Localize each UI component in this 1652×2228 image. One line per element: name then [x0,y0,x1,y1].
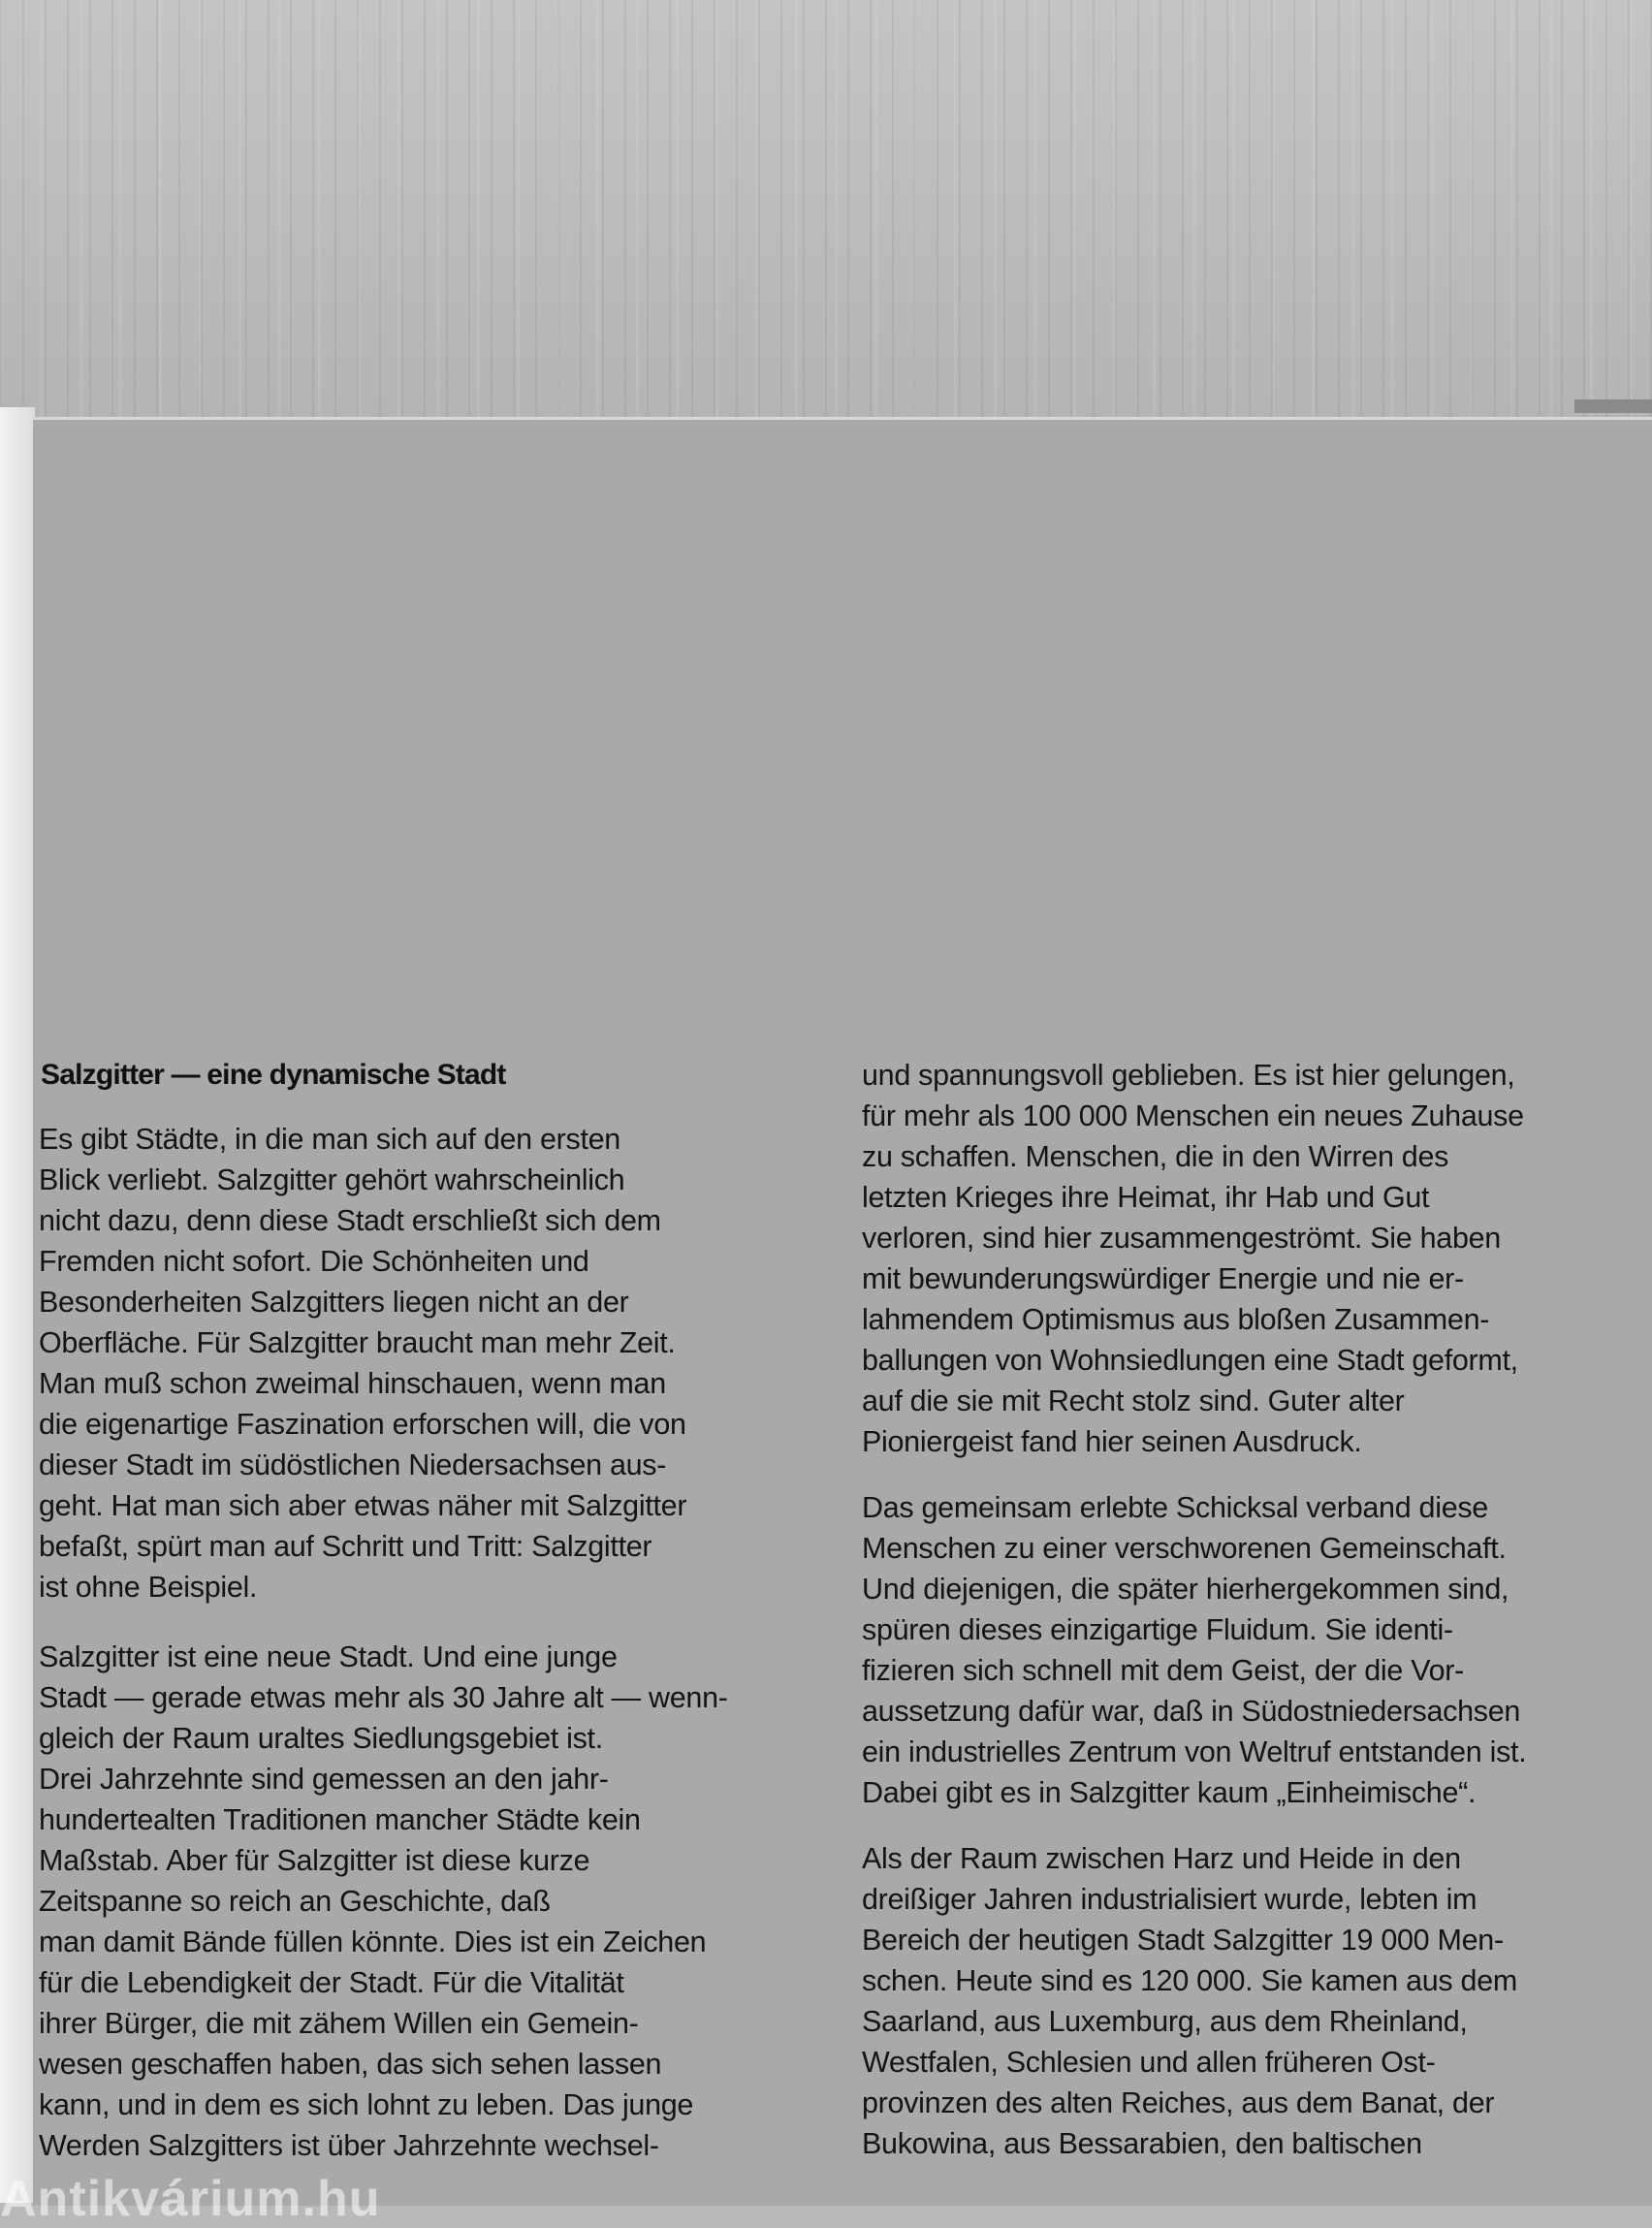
paragraph-1-line: Pioniergeist fand hier seinen Ausdruck. [862,1425,1362,1458]
paragraph-3-line: schen. Heute sind es 120 000. Sie kamen aus dem [862,1964,1517,1997]
paragraph-2-line: wesen geschaffen haben, das sich sehen lassen [39,2048,662,2081]
paragraph-1-line: lahmendem Optimismus aus bloßen Zusammen- [862,1303,1490,1336]
paragraph-1-line: geht. Hat man sich aber etwas näher mit Salzgitter [39,1489,687,1522]
article-heading: Salzgitter — eine dynamische Stadt [41,1059,506,1091]
paragraph-1-line: letzten Krieges ihre Heimat, ihr Hab und Gut [862,1181,1430,1214]
paragraph-3-line: Bukowina, aus Bessarabien, den baltischen [862,2127,1422,2160]
paragraph-1-line: die eigenartige Faszination erforschen will, die von [39,1408,686,1441]
paragraph-2-line: Zeitspanne so reich an Geschichte, daß [39,1885,551,1918]
paragraph-2-line: für die Lebendigkeit der Stadt. Für die Vitalität [39,1966,624,1999]
paragraph-1-line: befaßt, spürt man auf Schritt und Tritt: Salzgitter [39,1530,652,1563]
paragraph-3-line: Saarland, aus Luxemburg, aus dem Rheinland, [862,2005,1468,2038]
paragraph-2-line: kann, und in dem es sich lohnt zu leben. Das junge [39,2088,694,2121]
paragraph-1-line: dieser Stadt im südöstlichen Niedersachsen aus- [39,1448,667,1481]
paragraph-2-line: ihrer Bürger, die mit zähem Willen ein Gemein- [39,2007,639,2040]
paragraph-1-line: zu schaffen. Menschen, die in den Wirren des [862,1140,1449,1173]
paragraph-2-line: Und diejenigen, die später hierhergekommen sind, [862,1573,1509,1606]
paragraph-1-line: und spannungsvoll geblieben. Es ist hier gelungen, [862,1059,1515,1092]
paragraph-2-line: spüren dieses einzigartige Fluidum. Sie identi- [862,1613,1453,1646]
paragraph-2-line: Werden Salzgitters ist über Jahrzehnte wechsel- [39,2129,659,2162]
paragraph-2-line: aussetzung dafür war, daß in Südostniedersachsen [862,1695,1521,1728]
paragraph-1-line: Oberfläche. Für Salzgitter braucht man mehr Zeit. [39,1326,676,1359]
paragraph-3-line: Westfalen, Schlesien und allen früheren Ost- [862,2046,1436,2079]
watermark: Antikvárium.hu [0,2171,381,2227]
paragraph-1-line: Besonderheiten Salzgitters liegen nicht an der [39,1286,629,1319]
paragraph-2-line: Das gemeinsam erlebte Schicksal verband diese [862,1491,1488,1524]
paragraph-3-line: Als der Raum zwischen Harz und Heide in den [862,1842,1461,1875]
paragraph-3-line: dreißiger Jahren industrialisiert wurde, lebten im [862,1883,1477,1916]
paragraph-1-line: ballungen von Wohnsiedlungen eine Stadt geformt, [862,1344,1518,1377]
page-corner [1574,399,1652,413]
paragraph-1-line: mit bewunderungswürdiger Energie und nie er- [862,1262,1464,1295]
wooden-backdrop [0,0,1652,427]
paragraph-2-line: fizieren sich schnell mit dem Geist, der die Vor- [862,1654,1464,1687]
paragraph-2-line: ein industrielles Zentrum von Weltruf entstanden ist. [862,1735,1527,1768]
paragraph-1-line: für mehr als 100 000 Menschen ein neues Zuhause [862,1099,1524,1132]
paragraph-1-line: Es gibt Städte, in die man sich auf den ersten [39,1123,620,1156]
paragraph-2-line: Drei Jahrzehnte sind gemessen an den jahr- [39,1763,609,1796]
paragraph-2-line: Dabei gibt es in Salzgitter kaum „Einheimische“. [862,1776,1477,1809]
paragraph-2-line: Menschen zu einer verschworenen Gemeinschaft. [862,1532,1507,1565]
paragraph-2-line: gleich der Raum uraltes Siedlungsgebiet ist. [39,1722,603,1755]
paragraph-1-line: auf die sie mit Recht stolz sind. Guter alter [862,1385,1405,1417]
paragraph-2-line: man damit Bände füllen könnte. Dies ist ein Zeichen [39,1926,707,1958]
paragraph-3-line: provinzen des alten Reiches, aus dem Banat, der [862,2086,1495,2119]
paragraph-1-line: Man muß schon zweimal hinschauen, wenn man [39,1367,666,1400]
paragraph-2-line: Stadt — gerade etwas mehr als 30 Jahre alt — wenn- [39,1681,728,1714]
paragraph-1-line: ist ohne Beispiel. [39,1571,258,1604]
paragraph-2-line: Salzgitter ist eine neue Stadt. Und eine junge [39,1640,618,1673]
paragraph-3-line: Bereich der heutigen Stadt Salzgitter 19 000 Men- [862,1924,1504,1957]
paragraph-1-line: verloren, sind hier zusammengeströmt. Sie haben [862,1222,1501,1255]
paragraph-1-line: nicht dazu, denn diese Stadt erschließt sich dem [39,1204,661,1237]
paragraph-2-line: Maßstab. Aber für Salzgitter ist diese kurze [39,1844,590,1877]
paragraph-1-line: Fremden nicht sofort. Die Schönheiten und [39,1245,589,1278]
paragraph-2-line: hundertealten Traditionen mancher Städte kein [39,1803,641,1836]
page-edge [0,407,35,2203]
paragraph-1-line: Blick verliebt. Salzgitter gehört wahrscheinlich [39,1163,625,1196]
